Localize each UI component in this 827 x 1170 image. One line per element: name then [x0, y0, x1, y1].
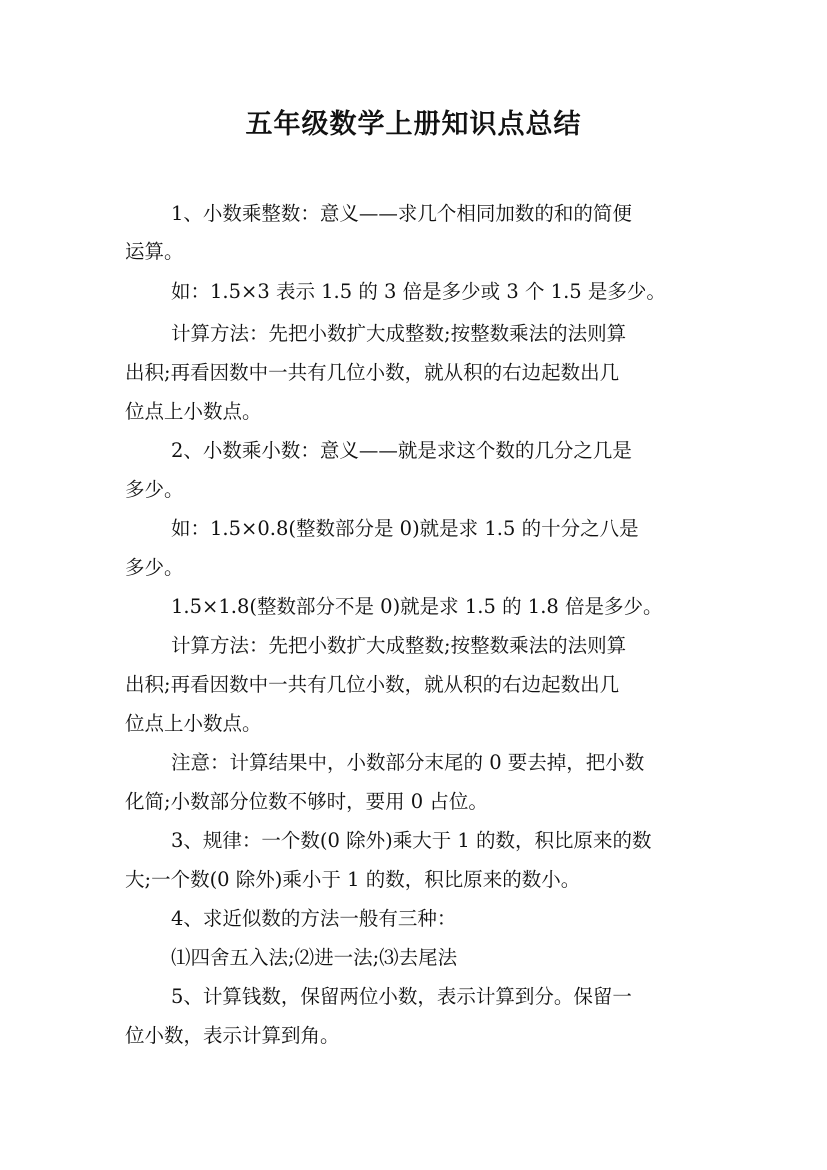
paragraph-line: 如：1.5×0.8(整数部分是 0)就是求 1.5 的十分之八是 [171, 517, 639, 540]
paragraph-line: 计算方法：先把小数扩大成整数;按整数乘法的法则算 [171, 322, 627, 345]
paragraph-line: 注意：计算结果中，小数部分末尾的 0 要去掉，把小数 [171, 751, 645, 774]
paragraph-line: 运算。 [125, 240, 184, 263]
paragraph-line: 计算方法：先把小数扩大成整数;按整数乘法的法则算 [171, 634, 627, 657]
document-title: 五年级数学上册知识点总结 [245, 109, 582, 140]
paragraph-line: 如：1.5×3 表示 1.5 的 3 倍是多少或 3 个 1.5 是多少。 [171, 280, 666, 303]
paragraph-line: 位点上小数点。 [125, 400, 262, 423]
paragraph-line: 3、规律：一个数(0 除外)乘大于 1 的数，积比原来的数 [171, 829, 652, 852]
paragraph-line: ⑴四舍五入法;⑵进一法;⑶去尾法 [171, 946, 458, 969]
paragraph-line: 1、小数乘整数：意义——求几个相同加数的和的简便 [171, 202, 632, 225]
paragraph-line: 1.5×1.8(整数部分不是 0)就是求 1.5 的 1.8 倍是多少。 [171, 595, 663, 618]
paragraph-line: 位点上小数点。 [125, 712, 262, 735]
paragraph-line: 位小数，表示计算到角。 [125, 1024, 340, 1047]
paragraph-line: 2、小数乘小数：意义——就是求这个数的几分之几是 [171, 439, 632, 462]
paragraph-line: 大;一个数(0 除外)乘小于 1 的数，积比原来的数小。 [125, 868, 581, 891]
paragraph-line: 出积;再看因数中一共有几位小数，就从积的右边起数出几 [125, 361, 620, 384]
paragraph-line: 化简;小数部分位数不够时，要用 0 占位。 [125, 790, 488, 813]
paragraph-line: 多少。 [125, 556, 184, 579]
paragraph-line: 4、求近似数的方法一般有三种： [171, 907, 457, 930]
paragraph-line: 5、计算钱数，保留两位小数，表示计算到分。保留一 [171, 985, 632, 1008]
paragraph-line: 出积;再看因数中一共有几位小数，就从积的右边起数出几 [125, 673, 620, 696]
paragraph-line: 多少。 [125, 478, 184, 501]
